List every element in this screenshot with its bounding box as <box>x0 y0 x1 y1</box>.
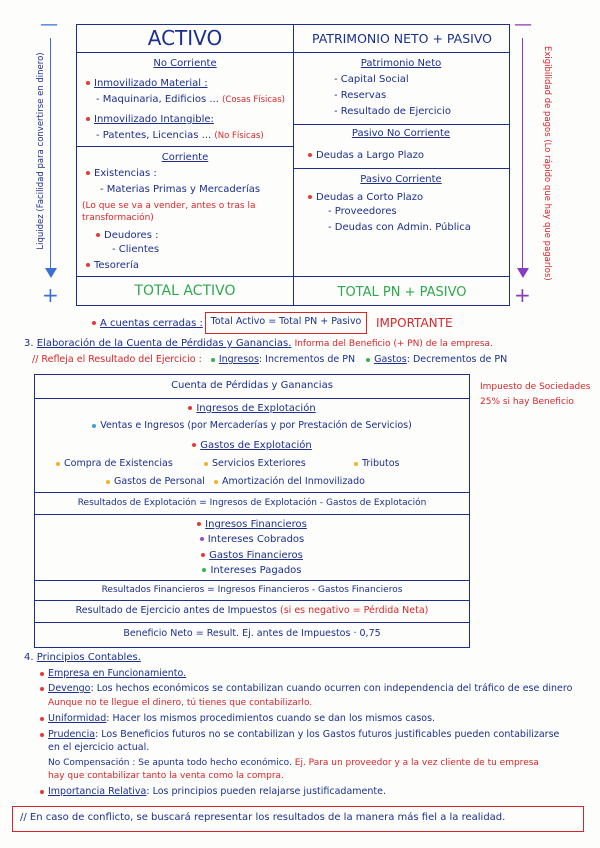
principle-uniformidad: Uniformidad: Hacer los mismos procedimientos cuando se dan los mismos casos. <box>40 713 435 725</box>
total-activo: TOTAL ACTIVO <box>134 283 236 299</box>
patrimonio-neto-heading: Patrimonio Neto <box>360 58 442 69</box>
deudas-corto-plazo: Deudas a Corto Plazo <box>308 192 423 204</box>
left-axis-label: Liquidez (Facilidad para convertirse en dinero) <box>36 52 46 250</box>
pyg-title: Cuenta de Pérdidas y Ganancias <box>171 380 333 391</box>
principle-devengo: Devengo: Los hechos económicos se contabilizan cuando ocurren con independencia del tráfico de ese dinero <box>40 683 572 695</box>
balance-header-divider <box>76 52 510 53</box>
right-axis-label: Exigibilidad de pagos (Lo rápido que hay que pagarlos) <box>542 46 552 281</box>
existencias-note-1: (Lo que se va a vender, antes o tras la <box>82 201 256 211</box>
pasivo-no-corriente-heading: Pasivo No Corriente <box>351 128 451 139</box>
resultados-financieros: Resultados Financieros = Ingresos Financieros - Gastos Financieros <box>101 585 403 595</box>
ingresos-explotacion: Ingresos de Explotación <box>36 403 468 415</box>
a-cuentas-cerradas: A cuentas cerradas : <box>92 318 203 330</box>
gastos-financieros: Gastos Financieros <box>36 550 468 562</box>
no-compensacion: No Compensación : Se apunta todo hecho económico. Ej. Para un proveedor y a la vez cliente de tu empresa <box>48 758 539 768</box>
principle-empresa: Empresa en Funcionamiento. <box>40 668 186 680</box>
section3-title: 3. Elaboración de la Cuenta de Pérdidas y Ganancias. Informa del Beneficio (+ PN) de la empresa. <box>24 338 493 349</box>
refleja-line: // Refleja el Resultado del Ejercicio : Ingresos: Incrementos de PN Gastos: Decrementos de PN <box>32 354 508 365</box>
servicios-exteriores: Servicios Exteriores <box>204 458 306 470</box>
equation: Total Activo = Total PN + Pasivo <box>210 316 362 327</box>
deudas-admin-publica: - Deudas con Admin. Pública <box>328 222 471 233</box>
resultado-ejercicio: - Resultado de Ejercicio <box>334 106 451 117</box>
inmovilizado-material-items: - Maquinaria, Edificios ... (Cosas Físicas) <box>96 94 285 105</box>
intereses-cobrados: Intereses Cobrados <box>36 534 468 546</box>
deudores: Deudores : <box>96 230 158 242</box>
tributos: Tributos <box>354 458 400 470</box>
side-note-2: 25% si hay Beneficio <box>480 397 574 407</box>
left-plus-sign: + <box>42 283 59 307</box>
amortizacion: Amortización del Inmovilizado <box>214 476 365 488</box>
no-compensacion-ej2: hay que contabilizar tanto la venta como la compra. <box>48 771 284 781</box>
gastos-explotacion: Gastos de Explotación <box>36 440 468 452</box>
existencias-items: - Materias Primas y Mercaderías <box>100 184 261 195</box>
clientes: - Clientes <box>112 244 160 255</box>
tesoreria: Tesorería <box>86 260 139 272</box>
deudas-largo-plazo: Deudas a Largo Plazo <box>308 150 424 162</box>
prudencia-cont: en el ejercicio actual. <box>48 742 150 753</box>
resultados-explotacion: Resultados de Explotación = Ingresos de Explotación - Gastos de Explotación <box>77 498 427 508</box>
reservas: - Reservas <box>334 90 387 101</box>
pn-divider <box>293 124 509 125</box>
left-minus-sign: — <box>40 14 58 35</box>
pasivo-nc-divider <box>293 168 509 169</box>
gastos-personal: Gastos de Personal <box>106 476 205 488</box>
pn-pasivo-title: PATRIMONIO NETO + PASIVO <box>311 31 493 46</box>
importante: IMPORTANTE <box>376 316 453 330</box>
proveedores: - Proveedores <box>328 206 397 217</box>
right-minus-sign: — <box>514 14 532 35</box>
devengo-note: Aunque no te llegue el dinero, tú tienes que contabilizarlo. <box>48 698 313 708</box>
corriente-heading: Corriente <box>161 152 209 163</box>
resultado-antes-impuestos: Resultado de Ejercicio antes de Impuestos (si es negativo = Pérdida Neta) <box>75 605 429 616</box>
ingresos-financieros: Ingresos Financieros <box>36 519 468 531</box>
balance-center-divider <box>293 24 294 306</box>
side-note-1: Impuesto de Sociedades <box>480 382 591 392</box>
activo-corriente-divider <box>76 146 294 147</box>
right-axis-arrow <box>522 38 523 270</box>
section4-title: 4. Principios Contables. <box>24 652 141 663</box>
left-axis-arrow <box>50 38 51 270</box>
principle-importancia: Importancia Relativa: Los principios pueden relajarse justificadamente. <box>40 786 386 798</box>
right-plus-sign: + <box>514 283 531 307</box>
intangible-items: - Patentes, Licencias ... (No Físicas) <box>96 130 264 141</box>
capital-social: - Capital Social <box>334 74 409 85</box>
principle-prudencia: Prudencia: Los Beneficios futuros no se contabilizan y los Gastos futuros justificables pueden contabilizarse <box>40 729 559 741</box>
compra-existencias: Compra de Existencias <box>56 458 173 470</box>
total-pn-pasivo: TOTAL PN + PASIVO <box>337 285 467 300</box>
right-arrow-head <box>517 268 529 278</box>
existencias: Existencias : <box>86 168 157 180</box>
no-corriente-heading: No Corriente <box>153 58 217 69</box>
ventas: Ventas e Ingresos (por Mercaderías y por Prestación de Servicios) <box>36 420 468 432</box>
existencias-note-2: transformación) <box>82 213 154 223</box>
beneficio-neto: Beneficio Neto = Result. Ej. antes de Impuestos · 0,75 <box>123 628 381 639</box>
inmovilizado-material: Inmovilizado Material : <box>86 78 208 90</box>
inmovilizado-intangible: Inmovilizado Intangible: <box>86 114 214 126</box>
activo-title: ACTIVO <box>147 26 223 50</box>
conflict-text: // En caso de conflicto, se buscará representar los resultados de la manera más fiel a la realidad. <box>20 812 506 823</box>
totals-divider <box>76 276 510 277</box>
pasivo-corriente-heading: Pasivo Corriente <box>360 174 442 185</box>
intereses-pagados: Intereses Pagados <box>36 565 468 577</box>
left-arrow-head <box>45 268 57 278</box>
